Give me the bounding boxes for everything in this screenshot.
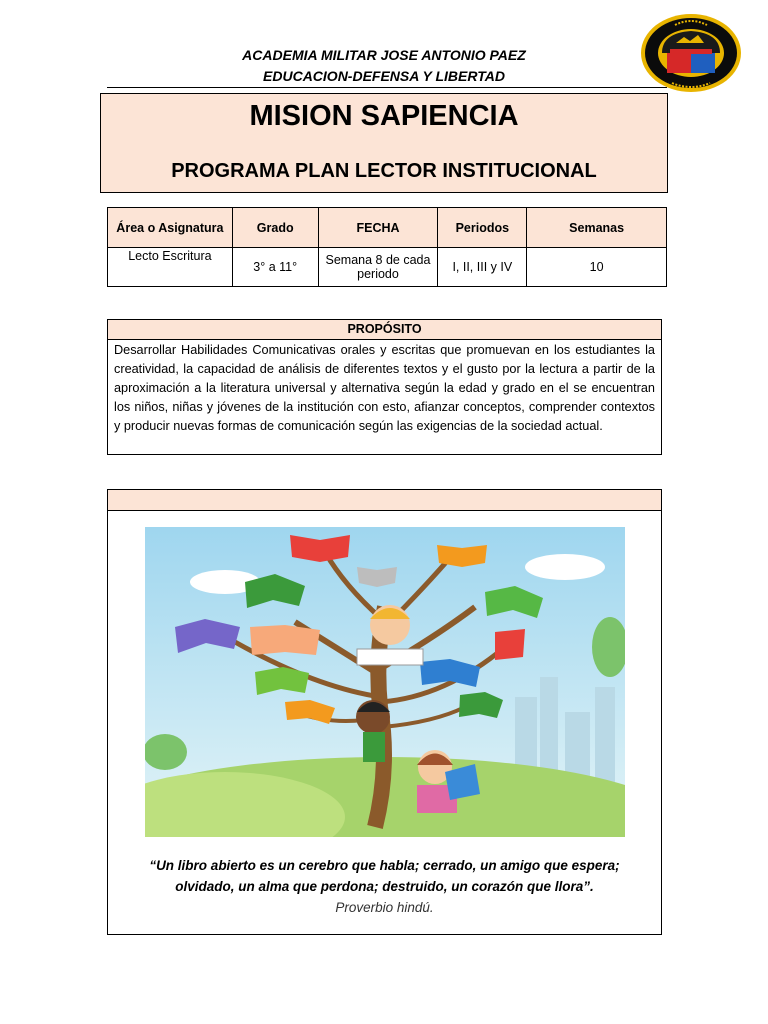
purpose-text: Desarrollar Habilidades Comunicativas orales y escritas que promuevan en los estudiantes la creatividad, la capacidad de análisis de diferentes textos y el gusto por la lectura a partir de la aproximación a la literatura universal y alternativa según la edad y grado en el se encuentran los niños, niñas y jóvenes de la institución con esto, afianzar conceptos, comprender contextos y producir nuevas formas de comunicación según las exigencias de la sociedad actual.: [114, 343, 655, 433]
illustration-box: [107, 489, 662, 935]
illustration-header: [108, 490, 661, 511]
cell-semanas: 10: [527, 248, 667, 287]
cell-area: Lecto Escritura: [108, 248, 233, 287]
title-box: [100, 93, 668, 193]
academy-logo: [640, 13, 742, 93]
book-tree-illustration: [145, 527, 625, 837]
school-motto: EDUCACION-DEFENSA Y LIBERTAD: [263, 68, 505, 84]
header-grado: Grado: [232, 208, 318, 248]
cell-fecha: Semana 8 de cada periodo: [318, 248, 438, 287]
cell-periodos: I, II, III y IV: [438, 248, 527, 287]
table-header-row: [108, 208, 667, 248]
header-semanas: Semanas: [527, 208, 667, 248]
purpose-heading: PROPÓSITO: [108, 320, 661, 340]
quote-author: Proverbio hindú.: [335, 900, 434, 915]
header-area: Área o Asignatura: [108, 208, 233, 248]
quote-line-2: olvidado, un alma que perdona; destruido, un corazón que llora”.: [175, 879, 594, 894]
header-periodos: Periodos: [438, 208, 527, 248]
main-title: MISION SAPIENCIA: [249, 100, 519, 132]
subtitle: PROGRAMA PLAN LECTOR INSTITUCIONAL: [171, 160, 597, 182]
header-fecha: FECHA: [318, 208, 438, 248]
purpose-box: [107, 319, 662, 455]
header-rule: [107, 87, 667, 88]
quote-line-1: “Un libro abierto es un cerebro que habla; cerrado, un amigo que espera;: [149, 858, 620, 873]
table-row: [108, 248, 667, 287]
cell-grado: 3° a 11°: [232, 248, 318, 287]
school-name: ACADEMIA MILITAR JOSE ANTONIO PAEZ: [242, 47, 526, 63]
info-table: [107, 207, 667, 287]
